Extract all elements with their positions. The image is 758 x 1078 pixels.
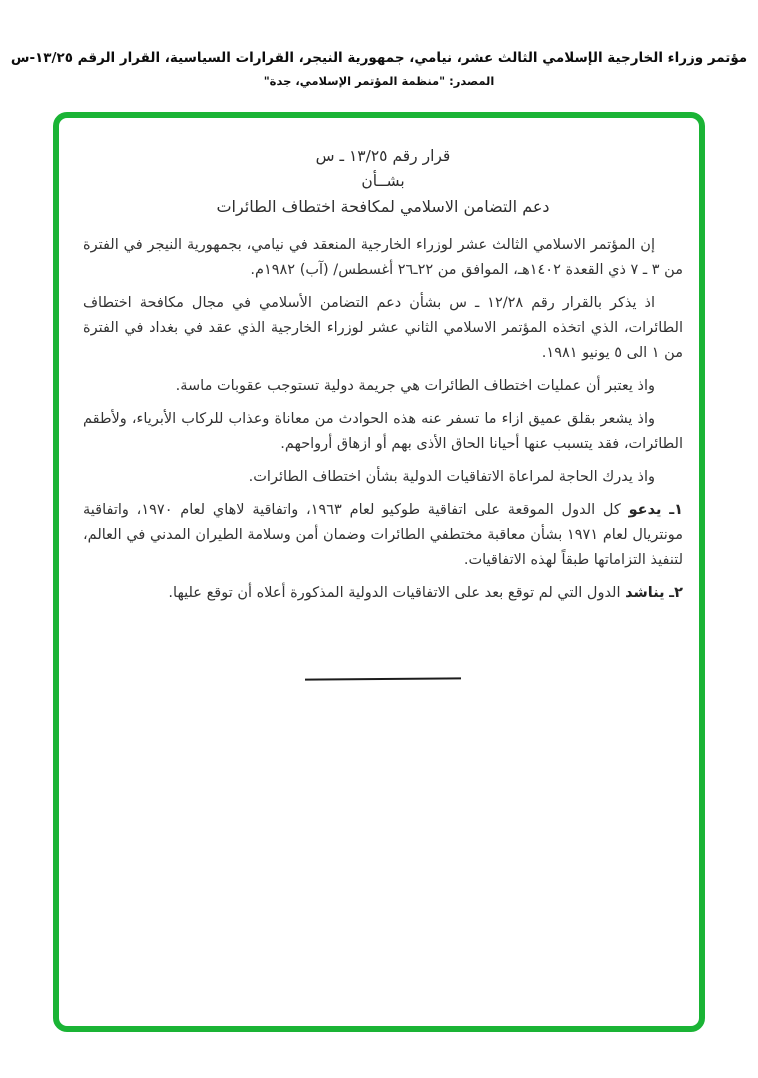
- end-divider: [305, 677, 461, 680]
- header-title: مؤتمر وزراء الخارجية الإسلامي الثالث عشر، نيامي، جمهورية النيجر، القرارات السياسية، القرار الرقم ١٣/٢٥-س: [10, 50, 748, 66]
- operative-item-1: [83, 498, 683, 573]
- paragraph-concern: واذ يشعر بقلق عميق ازاء ما تسفر عنه هذه الحوادث من معاناة وعذاب للركاب الأبرياء، ولأطقم الطائرات، فقد يتسبب عنها أحيانا الحاق الأذى بهم أو ازهاق أرواحهم.: [83, 411, 683, 452]
- document-header: [0, 0, 758, 89]
- item-1-lead: يدعو: [628, 502, 662, 518]
- paragraph-awareness: واذ يدرك الحاجة لمراعاة الاتفاقيات الدولية بشأن اختطاف الطائرات.: [248, 469, 655, 485]
- resolution-number-line: قرار رقم ١٣/٢٥ ـ س: [315, 147, 451, 165]
- item-2-text: الدول التي لم توقع بعد على الاتفاقيات الدولية المذكورة أعلاه أن توقع عليها.: [168, 585, 621, 601]
- item-1-text: كل الدول الموقعة على اتفاقية طوكيو لعام ١٩٦٣، واتفاقية لاهاي لعام ١٩٧٠، واتفاقية مونتريال لعام ١٩٧١ بشأن معاقبة مختطفي الطائرات وضمان أمن وسلامة الطيران المدني في العالم، لتنفيذ التزاماتها طبقاً لهذه الاتفاقيات.: [83, 502, 684, 568]
- item-2-lead: يناشد: [625, 585, 665, 601]
- paragraph-recalling: اذ يذكر بالقرار رقم ١٢/٢٨ ـ س بشأن دعم التضامن الأسلامي في مجال مكافحة اختطاف الطائرات، الذي اتخذه المؤتمر الاسلامي الثاني عشر لوزراء الخارجية الذي عقد في بغداد في الفترة من ١ الى ٥ يونيو ١٩٨١.: [83, 295, 683, 361]
- resolution-subject-line: دعم التضامن الاسلامي لمكافحة اختطاف الطائرات: [216, 197, 550, 216]
- regarding-line: بشــأن: [361, 172, 405, 190]
- operative-item-2: [83, 581, 683, 606]
- document-frame: [53, 112, 705, 1032]
- document-content: [59, 118, 699, 680]
- item-1-number: ١ـ: [669, 502, 684, 518]
- paragraph-considering: واذ يعتبر أن عمليات اختطاف الطائرات هي جريمة دولية تستوجب عقوبات ماسة.: [175, 378, 655, 394]
- item-2-number: ٢ـ: [669, 585, 683, 601]
- paragraph-conference: إن المؤتمر الاسلامي الثالث عشر لوزراء الخارجية المنعقد في نيامي، بجمهورية النيجر في الفترة من ٣ ـ ٧ ذي القعدة ١٤٠٢هـ، الموافق من ٢٢ـ٢٦ أغسطس/ (آب) ١٩٨٢م.: [83, 237, 683, 278]
- header-source-line: المصدر: "منظمة المؤتمر الإسلامي، جدة": [263, 74, 495, 88]
